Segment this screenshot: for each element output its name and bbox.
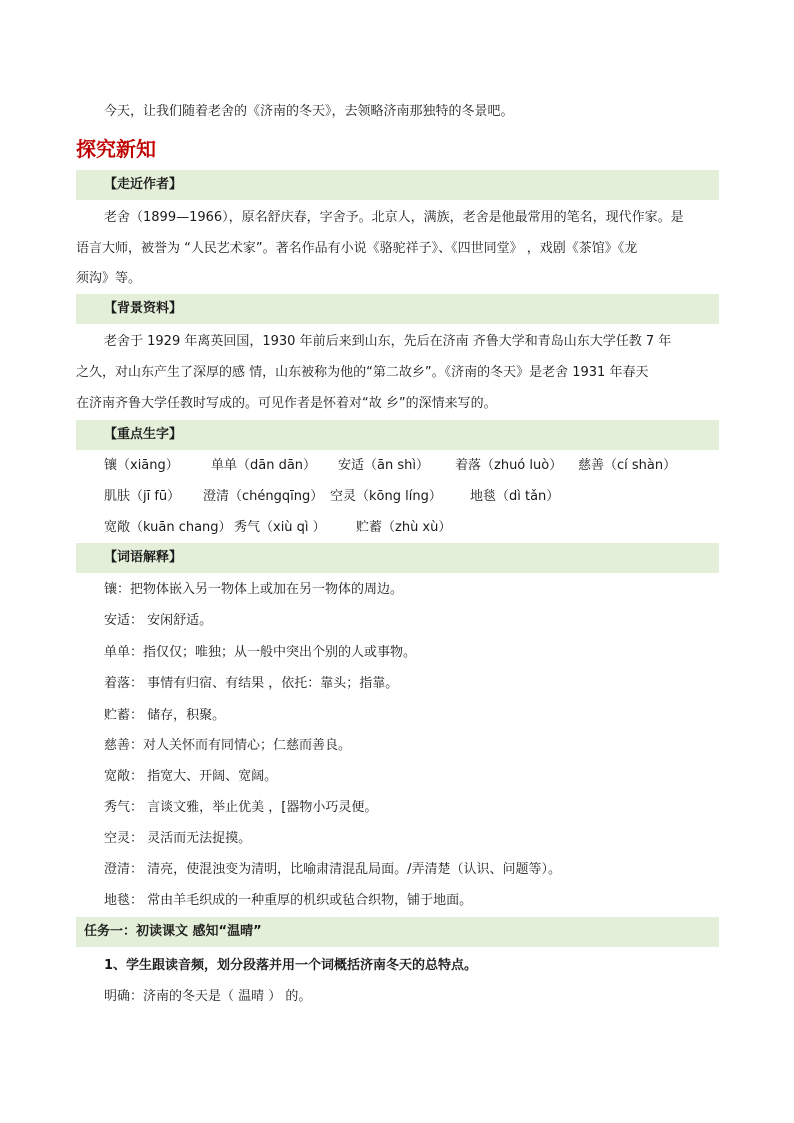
author-line-3: 须沟》等。 <box>76 271 142 286</box>
task1-heading: 任务一：初读课文 感知“温晴” <box>84 924 262 939</box>
vocabulary-item: 宽敞： 指宽大、开阔、宽阔。 <box>104 769 278 784</box>
vocabulary-item: 慈善：对人关怀而有同情心；仁慈而善良。 <box>104 738 352 753</box>
character-item: 肌肤（jī fū） <box>104 489 181 504</box>
task1-answer: 明确：济南的冬天是（ 温晴 ） 的。 <box>104 989 312 1004</box>
vocabulary-item: 地毯： 常由羊毛织成的一种重厚的机织或毡合织物，铺于地面。 <box>104 893 473 908</box>
character-item: 澄清（chéngqīng） <box>203 489 324 504</box>
character-item: 镶（xiāng） <box>104 458 179 473</box>
background-line-3: 在济南齐鲁大学任教时写成的。可见作者是怀着对“故 乡”的深情来写的。 <box>76 396 497 411</box>
characters-heading: 【重点生字】 <box>104 427 183 442</box>
vocabulary-item: 安适： 安闲舒适。 <box>104 613 213 628</box>
character-item: 安适（ān shì） <box>338 458 429 473</box>
task1-question: 1、学生跟读音频，划分段落并用一个词概括济南冬天的总特点。 <box>104 958 478 973</box>
character-item: 着落（zhuó luò） <box>455 458 563 473</box>
character-item: 空灵（kōng líng） <box>330 489 442 504</box>
character-item: 宽敞（kuān chang） <box>104 520 232 535</box>
character-item: 慈善（cí shàn） <box>578 458 677 473</box>
vocabulary-item: 澄清： 清亮，使混浊变为清明，比喻肃清混乱局面。/弄清楚（认识、问题等）。 <box>104 862 562 877</box>
intro-text: 今天，让我们随着老舍的《济南的冬天》，去领略济南那独特的冬景吧。 <box>104 104 514 119</box>
vocabulary-heading: 【词语解释】 <box>104 550 183 565</box>
author-line-1: 老舍（1899—1966），原名舒庆春，字舍予。北京人，满族，老舍是他最常用的笔名，现代作家。是 <box>104 210 684 225</box>
vocabulary-item: 镶：把物体嵌入另一物体上或加在另一物体的周边。 <box>104 582 404 597</box>
character-item: 单单（dān dān） <box>211 458 317 473</box>
background-heading: 【背景资料】 <box>104 301 183 316</box>
vocabulary-item: 着落： 事情有归宿、有结果 ，依托：靠头；指靠。 <box>104 676 399 691</box>
vocabulary-item: 贮蓄： 储存，积聚。 <box>104 708 226 723</box>
vocabulary-item: 单单：指仅仅；唯独；从一般中突出个别的人或事物。 <box>104 645 417 660</box>
vocabulary-item: 空灵： 灵活而无法捉摸。 <box>104 831 252 846</box>
background-line-1: 老舍于 1929 年离英回国，1930 年前后来到山东，先后在济南 齐鲁大学和青岛山东大学任教 7 年 <box>104 334 672 349</box>
author-line-2: 语言大师，被誉为 “人民艺术家”。著名作品有小说《骆驼祥子》、《四世同堂》 ，戏剧《茶馆》《龙 <box>76 241 638 256</box>
author-heading: 【走近作者】 <box>104 177 183 192</box>
background-line-2: 之久，对山东产生了深厚的感 情，山东被称为他的“第二故乡”。《济南的冬天》是老舍 1931 年春天 <box>76 365 649 380</box>
vocabulary-item: 秀气： 言谈文雅，举止优美 ，[器物小巧灵便。 <box>104 800 378 815</box>
character-item: 秀气（xiù qì ） <box>234 520 326 535</box>
character-item: 贮蓄（zhù xù） <box>356 520 452 535</box>
section-title: 探究新知 <box>76 137 156 161</box>
character-item: 地毯（dì tǎn） <box>470 489 560 504</box>
